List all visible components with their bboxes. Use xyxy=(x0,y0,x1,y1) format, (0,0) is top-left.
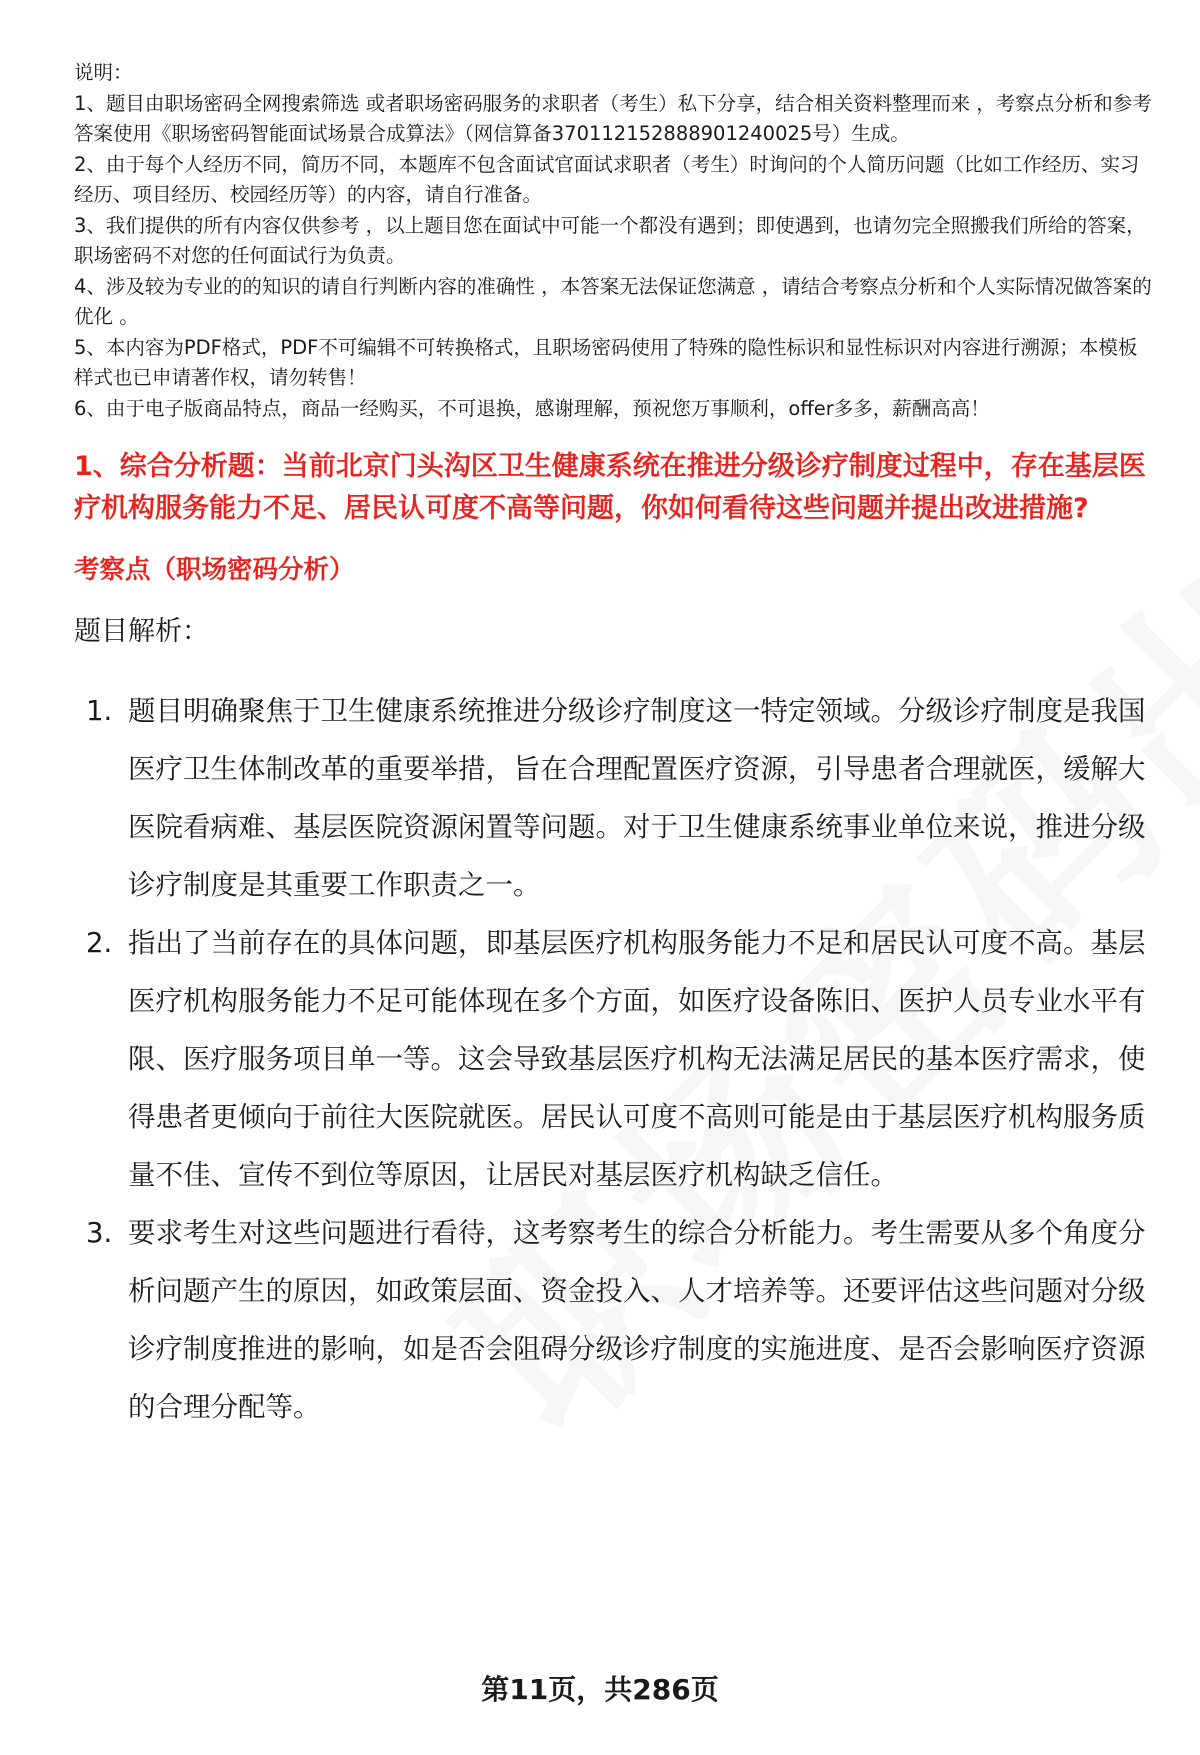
list-item xyxy=(74,1204,1154,1436)
list-item-text: 题目明确聚焦于卫生健康系统推进分级诊疗制度这一特定领域。分级诊疗制度是我国医疗卫生体制改革的重要举措，旨在合理配置医疗资源，引导患者合理就医，缓解大医院看病难、基层医院资源闲置等问题。对于卫生健康系统事业单位来说，推进分级诊疗制度是其重要工作职责之一。 xyxy=(128,695,1146,901)
list-item xyxy=(74,914,1154,1204)
list-item xyxy=(74,682,1154,914)
list-item-text: 指出了当前存在的具体问题，即基层医疗机构服务能力不足和居民认可度不高。基层医疗机构服务能力不足可能体现在多个方面，如医疗设备陈旧、医护人员专业水平有限、医疗服务项目单一等。这会导致基层医疗机构无法满足居民的基本医疗需求，使得患者更倾向于前往大医院就医。居民认可度不高则可能是由于基层医疗机构服务质量不佳、宣传不到位等原因，让居民对基层医疗机构缺乏信任。 xyxy=(128,927,1146,1191)
page-footer: 第11页，共286页 xyxy=(481,1673,719,1706)
note-item: 1、题目由职场密码全网搜索筛选 或者职场密码服务的求职者（考生）私下分享，结合相关资料整理而来 ，考察点分析和参考答案使用《职场密码智能面试场景合成算法》（网信算备370112152888901240025号）生成。 xyxy=(74,91,1152,145)
note-item: 6、由于电子版商品特点，商品一经购买，不可退换，感谢理解，预祝您万事顺利，offer多多，薪酬高高！ xyxy=(74,396,990,420)
list-item-text: 要求考生对这些问题进行看待，这考察考生的综合分析能力。考生需要从多个角度分析问题产生的原因，如政策层面、资金投入、人才培养等。还要评估这些问题对分级诊疗制度推进的影响，如是否会阻碍分级诊疗制度的实施进度、是否会影响医疗资源的合理分配等。 xyxy=(128,1217,1146,1423)
document-page xyxy=(74,58,1154,1436)
question-heading: 1、综合分析题：当前北京门头沟区卫生健康系统在推进分级诊疗制度过程中，存在基层医疗机构服务能力不足、居民认可度不高等问题，你如何看待这些问题并提出改进措施? xyxy=(74,451,1146,524)
note-item: 4、涉及较为专业的的知识的请自行判断内容的准确性 ，本答案无法保证您满意 ，请结合考察点分析和个人实际情况做答案的优化 。 xyxy=(74,274,1152,328)
list-item-number: 2. xyxy=(86,927,113,959)
disclaimer-notes xyxy=(74,58,1154,424)
notes-title: 说明： xyxy=(74,61,133,84)
note-item: 2、由于每个人经历不同，简历不同，本题库不包含面试官面试求职者（考生）时询问的个人简历问题（比如工作经历、实习经历、项目经历、校园经历等）的内容，请自行准备。 xyxy=(74,152,1140,206)
list-item-number: 3. xyxy=(86,1217,113,1249)
note-item: 3、我们提供的所有内容仅供参考 ，以上题目您在面试中可能一个都没有遇到；即使遇到，也请勿完全照搬我们所给的答案，职场密码不对您的任何面试行为负责。 xyxy=(74,213,1146,267)
analysis-section-heading: 考察点（职场密码分析） xyxy=(74,555,355,585)
analysis-points-list xyxy=(74,682,1154,1436)
note-item: 5、本内容为PDF格式，PDF不可编辑不可转换格式，且职场密码使用了特殊的隐性标识和显性标识对内容进行溯源；本模板样式也已申请著作权，请勿转售！ xyxy=(74,335,1138,389)
list-item-number: 1. xyxy=(86,695,113,727)
analysis-label: 题目解析： xyxy=(74,616,209,647)
